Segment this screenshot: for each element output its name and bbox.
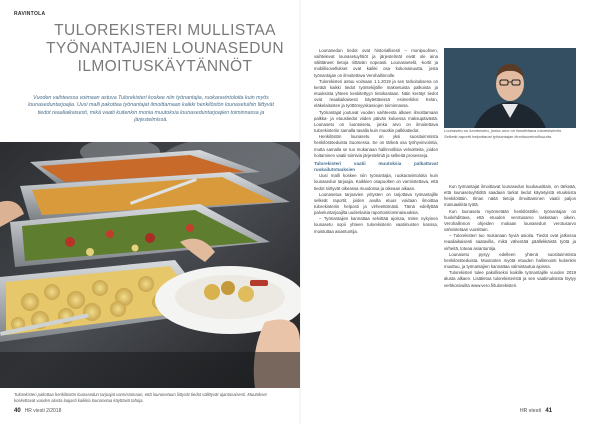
footer-left (14, 408, 61, 414)
section-label: RAVINTOLA (14, 11, 46, 17)
footer-right-text: HR viesti (520, 408, 542, 414)
column1-subheading: Tulorekisteri vaatii muutoksia palkattavat ruokailutotuuksien (314, 160, 438, 173)
buffet-photo (0, 142, 300, 388)
column1-paragraph: Lounasedun tiedot ovat historiallisesti – monipuolinen, vaihtelevat lounasetuyhtiöt ja järjestelmät eivät ole aina välittäneet tietoja riittävän nopeasti. Lounassetelit, -kortit ja mobiilisovellukset ovat kaikki osa kokonaisuutta, josta työnantajan on ilmoitettava Verohallinnolle. (314, 48, 438, 78)
column2-paragraph: Tulorekisteri tulee pakolliseksi kaikille työnantajille vuoden 2019 alusta alkaen. Lisätietoa tulorekisteristä ja sen vaatimuksista löytyy verkkosivuilta www.vero.fi/tulorekisteri. (444, 270, 576, 288)
column2-paragraph: – Tulorekisteri tuo mukanaan hyviä asioita. Tiedot ovat jatkossa reaaliaikaisesti saatavilla, mikä vähentää päällekkäistä työtä ja virheitä, toteaa asiantuntija. (444, 233, 576, 251)
article-headline: TULOREKISTERI MULLISTAA TYÖNANTAJIEN LOUNASEDUN ILMOITUSKÄYTÄNNÖT (46, 22, 284, 75)
column2-paragraph: Lounasetu pysyy edelleen yhtenä suosituimmista henkilöstöeduista. Muutosten myötä etuuden hallinnointi kuitenkin muuttuu, ja työnantajien kannattaa valmistautua ajoissa. (444, 251, 576, 270)
article-column-2 (444, 184, 576, 396)
photo-caption: Tulorekisteri pakottaa henkilöstön lounasedun tarjoajat varmistamaan, että lounasetuun liittyvät tiedot välittyvät ajantasaisesti. Muutokset koskettavat vuoden alusta laajasti kaikkia lounasetua käyttäviä tahoja. (14, 392, 267, 403)
column2-paragraph: Kun lounasetu myönnetään henkilöstölle, työnantajan on huolehdittava, että etuuden verotusarvo lasketaan oikein. Verohallinnon ohjeiden mukaan lounasedun verotusarvo vahvistetaan vuosittain. (444, 208, 576, 233)
column2-paragraph: Kun työnantajat ilmoittavat lounasedun kuukausittain, on tärkeää, että lounasetuyhtiöltä saadaan tarkat tiedot käytetyistä etuuksista henkilöittäin. Ilman näitä tietoja ilmoittaminen vaatii paljon manuaalista työtä. (444, 184, 576, 208)
column1-paragraph: – Työnantajien kannattaa selvittää ajoissa, miten nykyinen lounasetu sopii yhteen tulorekisterin vaatimusten kanssa, muistuttaa asiantuntija. (314, 216, 438, 234)
footer-right (520, 408, 552, 414)
column1-paragraph: Lounasetua tarjoavien yritysten on tarjottava työnantajille selkeät raportit, joiden avulla etuus voidaan ilmoittaa tulorekisteriin helposti ja virheettömästi. Tämä edellyttää palveluntarjoajilta uudenlaisia raportointiominaisuuksia. (314, 191, 438, 216)
column1-paragraph: Tulorekisteri astuu voimaan 1.1.2019 ja sen tarkoituksena on kerätä kaikki tiedot työntekijöille maksetuista palkoista ja etuuksista yhteen keskitettyyn tietokantaan. Näin kerätyt tiedot ovat reaaliaikaisesti käytettävissä esimerkiksi Kelan, eläkelaitosten ja työttömyyskassojen toiminnassa. (314, 78, 438, 109)
page-number-right: 41 (545, 408, 553, 414)
column1-paragraph: Työnantajat joutuvat vuoden vaihteesta alkaen ilmoittamaan palkka- ja etuustiedot viiden päivän kuluessa maksupäivästä. Lounasetu on luontoisetu, jonka arvo on ilmoitettava tulorekisteriin samalla tavalla kuin muutkin palkkatiedot. (314, 109, 438, 134)
column1-paragraph: Uusi malli koskee niin työnantajia, ruokaravintoloita kuin lounasedun tarjoajia. Kaikkien osapuolten on varmistettava, että tiedot siirtyvät oikeassa muodossa ja oikeaan aikaan. (314, 173, 438, 191)
article-column-1 (314, 48, 438, 396)
page-number-left: 40 (14, 408, 21, 414)
portrait-caption: Lounasetu on luontoisetu, jonka arvo on ilmoitettava tulorekisteriin. Selkeät raportit helpottavat työnantajan ilmoitusvelvollisuutta. (444, 128, 563, 139)
column1-paragraph: Henkilöstön lounasetu on yksi suosituimmista henkilöstöeduista Suomessa. Se on tärkeä osa työhyvinvointia, mutta samalla se tuo mukanaan hallinnollisia velvoitteita, joiden hoitaminen vaatii toimivia järjestelmiä ja selkeitä prosesseja. (314, 134, 438, 158)
footer-left-text: HR viesti 2/2018 (24, 408, 62, 414)
portrait-photo (444, 48, 576, 170)
article-lead: Vuoden vaihteessa voimaan astuva Tulorekisteri koskee niin työnantajia, ruokaravintoloita kuin myös lounaseduntarjoajia. Uusi malli pakottaa työnantajat ilmoittamaan kaikki henkilöstön lounasetuihin liittyvät tiedot reaaliaikaisesti, mikä vaatii kuitenkin monia muutoksia lounaseduntarjoajien toiminnassa ja järjestelmissä. (28, 95, 274, 124)
